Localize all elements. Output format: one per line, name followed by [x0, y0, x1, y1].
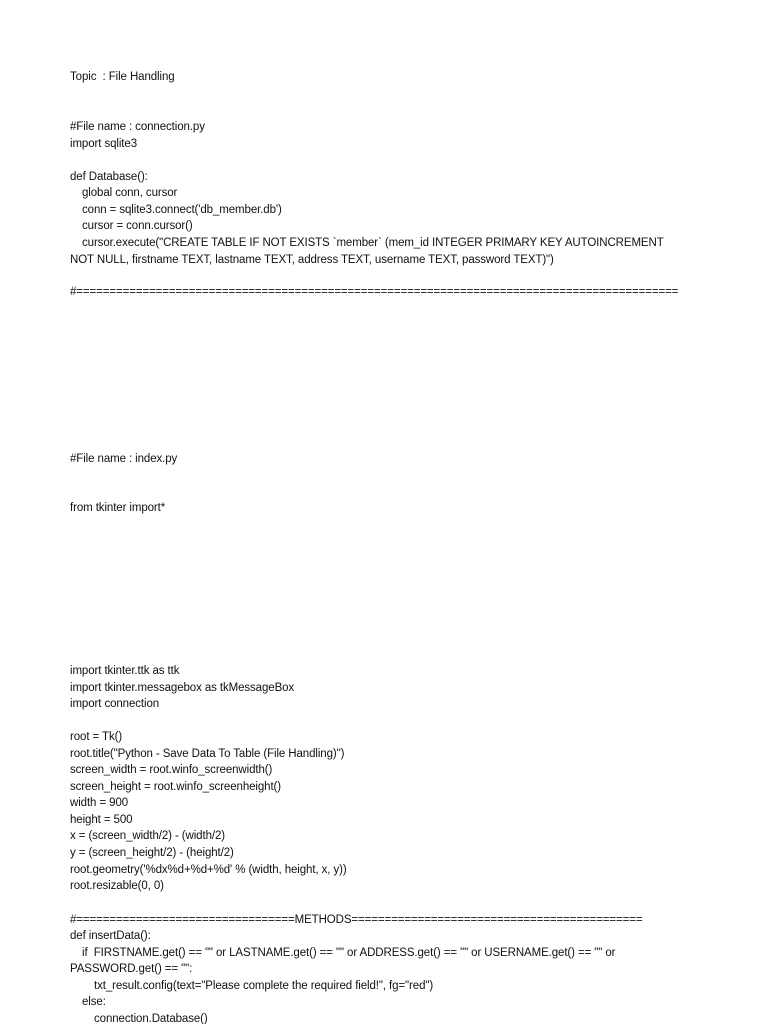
code-line: NOT NULL, firstname TEXT, lastname TEXT, address TEXT, username TEXT, password TEXT)")	[70, 254, 554, 266]
code-line: if FIRSTNAME.get() == "" or LASTNAME.get() == "" or ADDRESS.get() == "" or USERNAME.get() == "" or	[82, 947, 616, 959]
code-line: root.title("Python - Save Data To Table (File Handling)")	[70, 748, 345, 760]
code-line: y = (screen_height/2) - (height/2)	[70, 847, 234, 859]
code-line: root.geometry('%dx%d+%d+%d' % (width, height, x, y))	[70, 864, 347, 876]
code-line: x = (screen_width/2) - (width/2)	[70, 830, 225, 842]
code-line: import sqlite3	[70, 138, 137, 150]
code-line: def Database():	[70, 171, 148, 183]
connection-file-header: #File name : connection.py	[70, 121, 205, 133]
code-line: def insertData():	[70, 930, 151, 942]
separator-line: #===========================================================================================	[70, 286, 679, 298]
code-line: height = 500	[70, 814, 133, 826]
methods-separator: #=================================METHODS============================================	[70, 914, 643, 926]
code-line: width = 900	[70, 797, 129, 809]
code-line: import tkinter.messagebox as tkMessageBox	[70, 682, 295, 694]
code-line: cursor = conn.cursor()	[82, 220, 193, 232]
code-line: else:	[82, 996, 106, 1008]
code-line: PASSWORD.get() == "":	[70, 963, 193, 975]
code-line: global conn, cursor	[82, 187, 178, 199]
code-line: connection.Database()	[94, 1013, 208, 1024]
code-line: cursor.execute("CREATE TABLE IF NOT EXISTS `member` (mem_id INTEGER PRIMARY KEY AUTOINCREMENT	[82, 237, 664, 249]
code-line: screen_width = root.winfo_screenwidth()	[70, 764, 273, 776]
code-line: import connection	[70, 698, 160, 710]
code-line: from tkinter import*	[70, 502, 166, 514]
code-line: txt_result.config(text="Please complete the required field!", fg="red")	[94, 980, 434, 992]
index-file-header: #File name : index.py	[70, 453, 178, 465]
code-line: import tkinter.ttk as ttk	[70, 665, 180, 677]
topic-line: Topic : File Handling	[70, 71, 175, 83]
code-line: root = Tk()	[70, 731, 123, 743]
code-line: screen_height = root.winfo_screenheight()	[70, 781, 282, 793]
code-line: conn = sqlite3.connect('db_member.db')	[82, 204, 282, 216]
code-line: root.resizable(0, 0)	[70, 880, 164, 892]
